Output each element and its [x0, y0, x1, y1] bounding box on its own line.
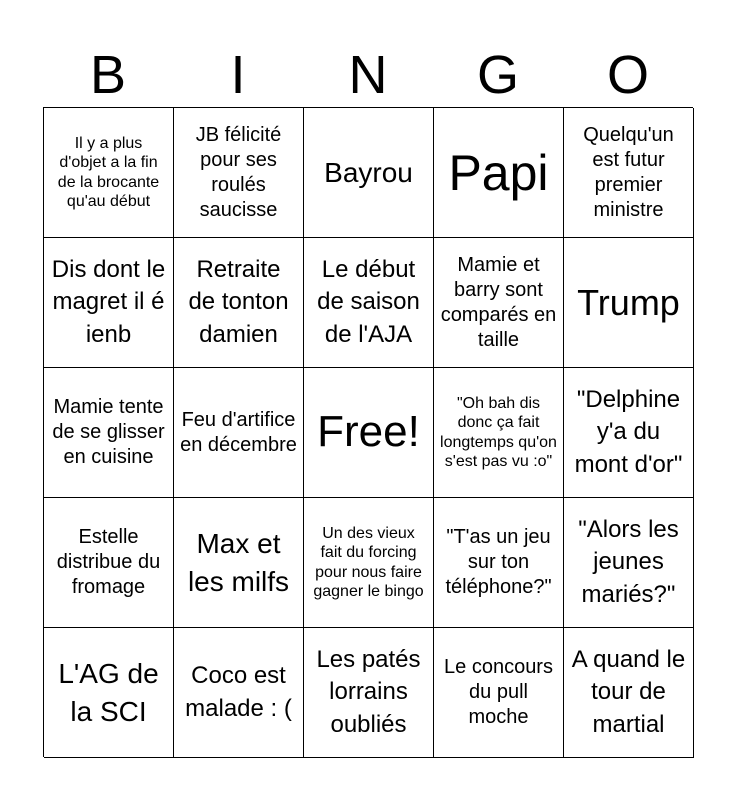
title-letter-n: N [348, 45, 388, 105]
bingo-cell[interactable]: Bayrou [304, 108, 434, 238]
bingo-cell[interactable]: Coco est malade : ( [174, 628, 304, 758]
bingo-cell[interactable]: Retraite de tonton damien [174, 238, 304, 368]
bingo-cell[interactable]: "Oh bah dis donc ça fait longtemps qu'on s'est pas vu :o" [434, 368, 564, 498]
bingo-cell[interactable]: Max et les milfs [174, 498, 304, 628]
bingo-cell[interactable]: JB félicité pour ses roulés saucisse [174, 108, 304, 238]
bingo-cell[interactable]: A quand le tour de martial [564, 628, 694, 758]
bingo-cell[interactable]: Les patés lorrains oubliés [304, 628, 434, 758]
bingo-cell[interactable]: Quelqu'un est futur premier ministre [564, 108, 694, 238]
bingo-cell[interactable]: L'AG de la SCI [44, 628, 174, 758]
title-letter-b: B [89, 45, 127, 105]
title-letter-i: I [230, 45, 246, 105]
bingo-cell[interactable]: Dis dont le magret il é ienb [44, 238, 174, 368]
bingo-cell[interactable]: "T'as un jeu sur ton téléphone?" [434, 498, 564, 628]
bingo-cell[interactable]: Le concours du pull moche [434, 628, 564, 758]
free-space-cell[interactable]: Free! [304, 368, 434, 498]
bingo-cell[interactable]: "Delphine y'a du mont d'or" [564, 368, 694, 498]
bingo-cell[interactable]: Il y a plus d'objet a la fin de la brocante qu'au début [44, 108, 174, 238]
bingo-cell[interactable]: Mamie tente de se glisser en cuisine [44, 368, 174, 498]
title-letter-g: G [476, 45, 519, 105]
bingo-cell[interactable]: Feu d'artifice en décembre [174, 368, 304, 498]
title-letter-o: O [606, 45, 649, 105]
bingo-cell[interactable]: Trump [564, 238, 694, 368]
bingo-cell[interactable]: Estelle distribue du fromage [44, 498, 174, 628]
bingo-title [43, 44, 693, 106]
bingo-cell[interactable]: Papi [434, 108, 564, 238]
bingo-cell[interactable]: Le début de saison de l'AJA [304, 238, 434, 368]
bingo-card [43, 107, 693, 757]
bingo-cell[interactable]: Un des vieux fait du forcing pour nous faire gagner le bingo [304, 498, 434, 628]
bingo-cell[interactable]: Mamie et barry sont comparés en taille [434, 238, 564, 368]
bingo-cell[interactable]: "Alors les jeunes mariés?" [564, 498, 694, 628]
